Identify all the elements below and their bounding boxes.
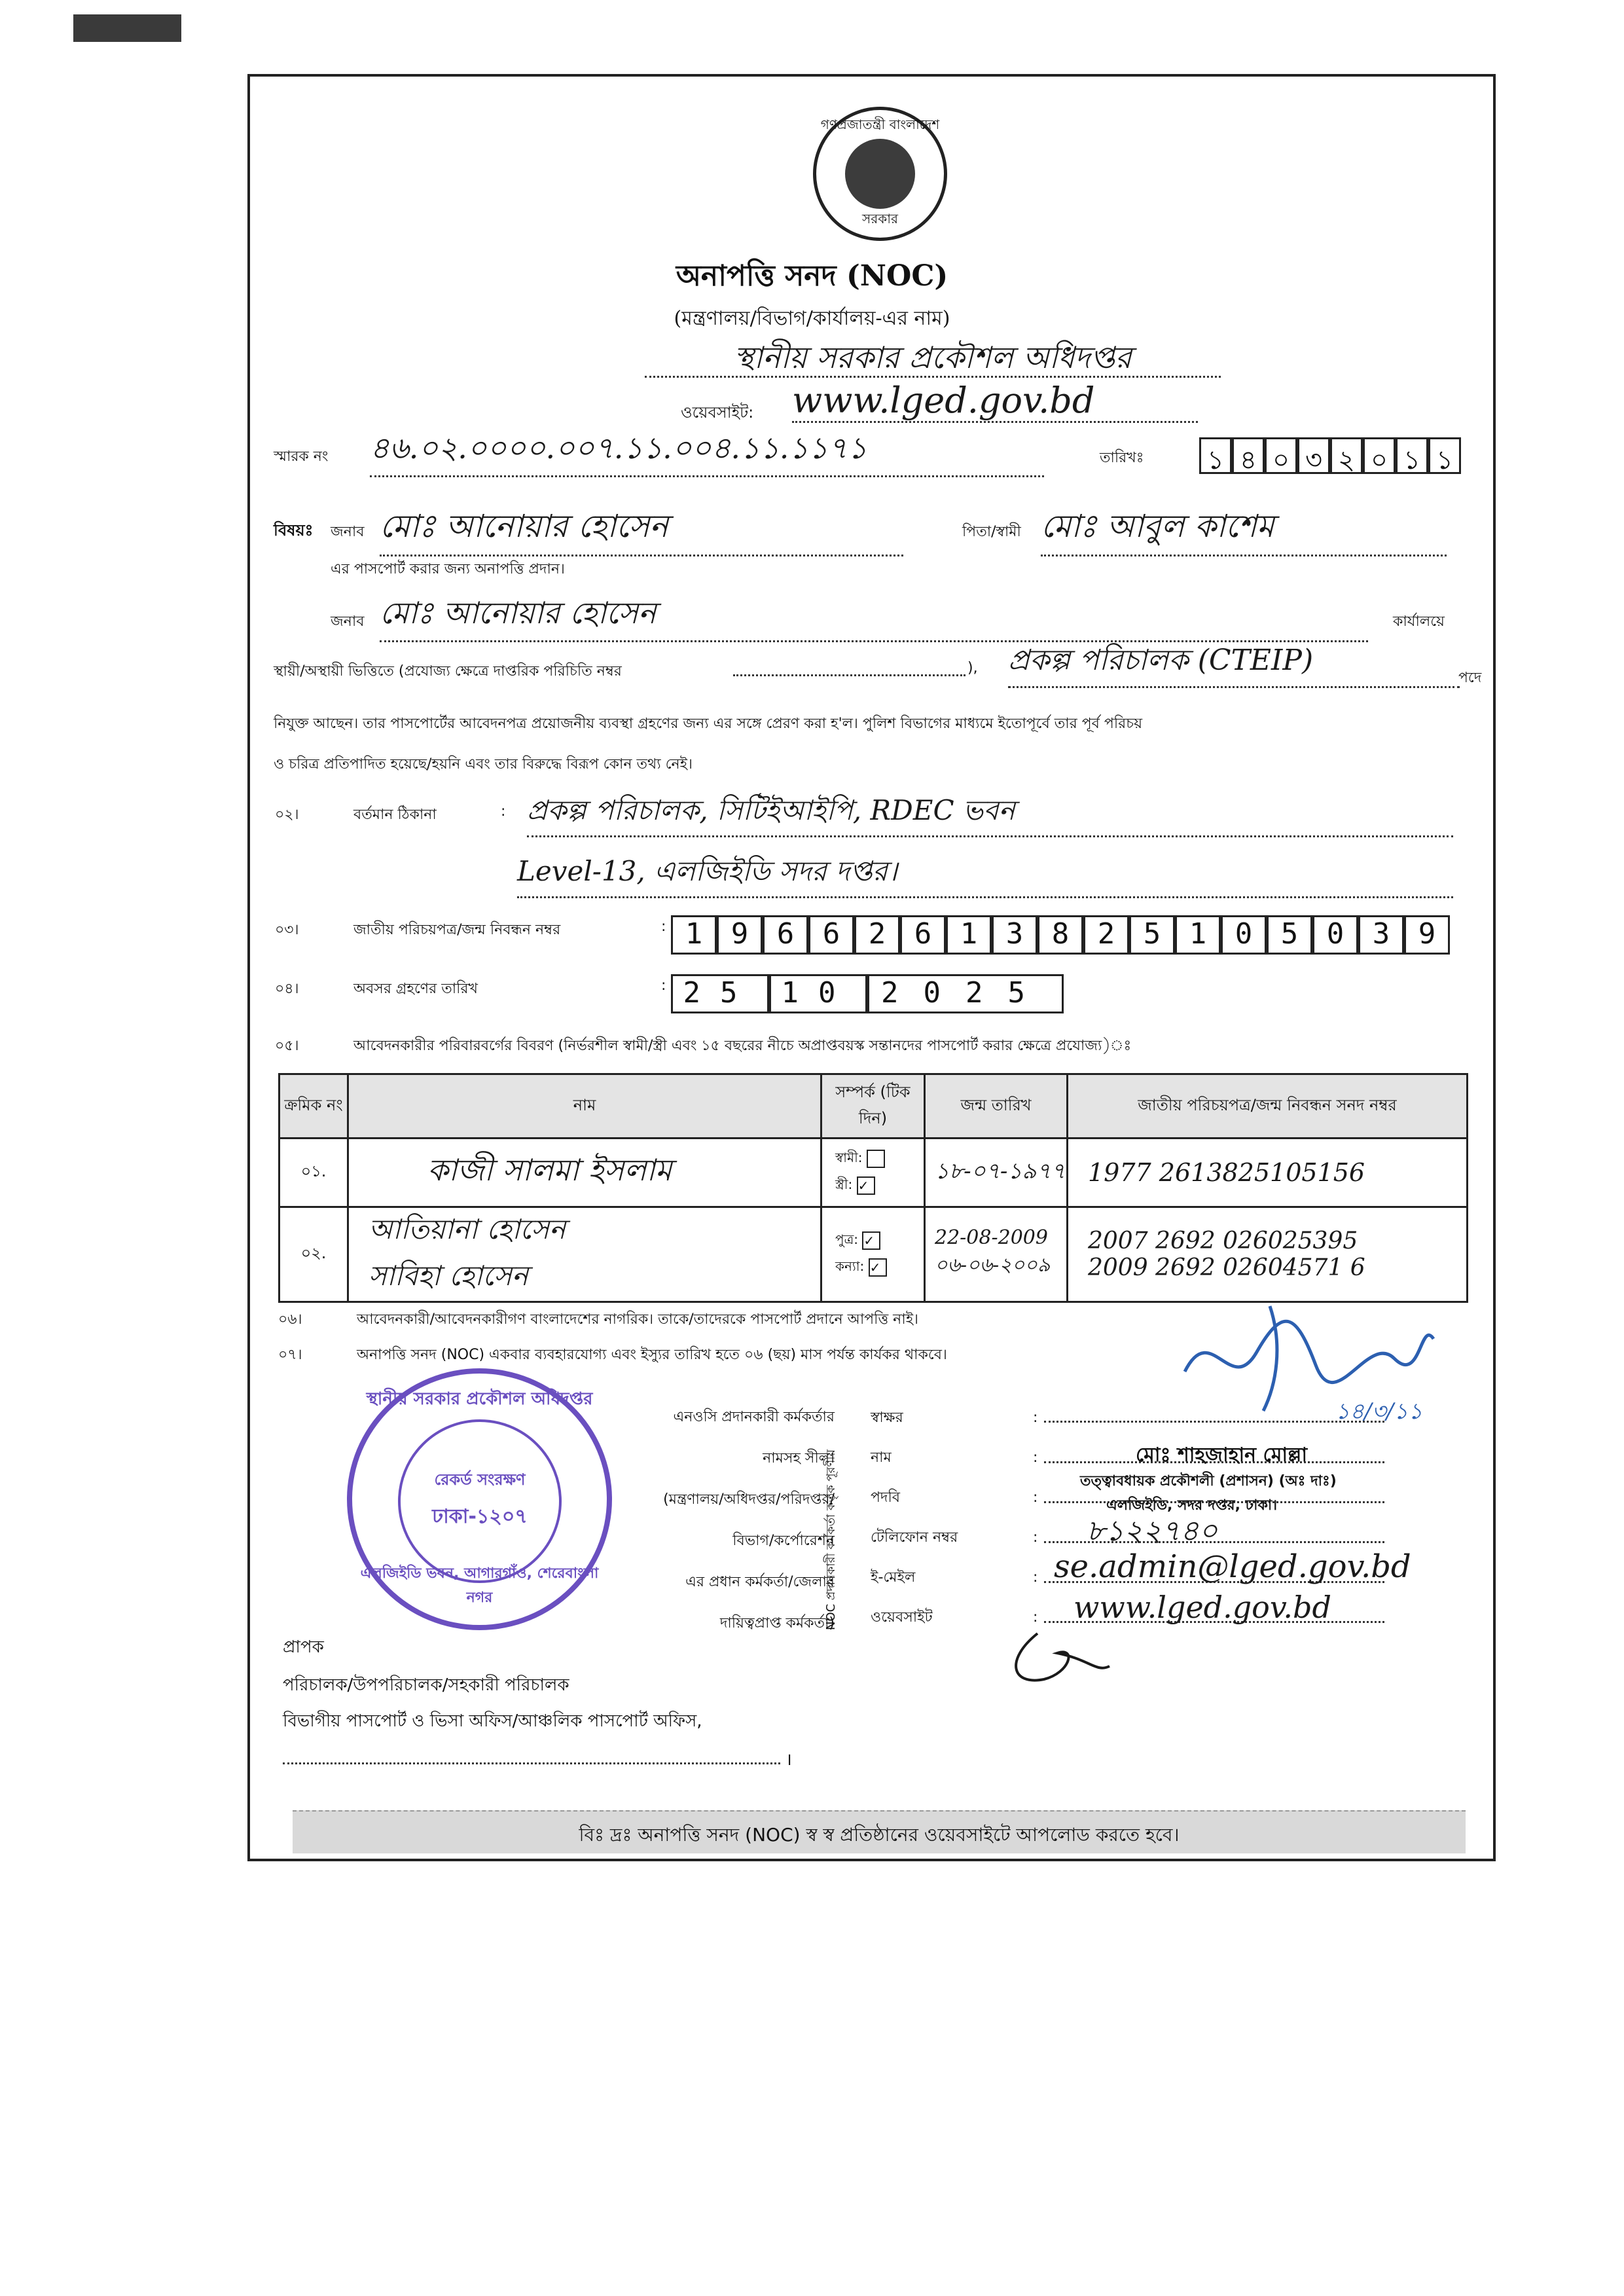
nid-digit-box: 6 (900, 915, 946, 955)
field-label-phone: টেলিফোন নম্বর (871, 1529, 958, 1546)
retire-day-box: 25 (671, 974, 769, 1013)
table-row (280, 1139, 1468, 1207)
row-nid (1068, 1207, 1468, 1302)
table-header-row (280, 1074, 1468, 1139)
nid-boxes (671, 915, 1450, 955)
form-title: অনাপত্তি সনদ (NOC) (676, 259, 948, 293)
relation-checkbox-checked: ✓ (857, 1176, 875, 1195)
col-dob: জন্ম তারিখ (925, 1074, 1068, 1139)
office-suffix: কার্যালয়ে (1393, 613, 1445, 630)
retire-year-box: 2025 (867, 974, 1064, 1013)
nid-digit-box: 8 (1038, 915, 1083, 955)
row-serial: ০১. (280, 1139, 348, 1207)
paragraph-line2: ও চরিত্র প্রতিপাদিত হয়েছে/হয়নি এবং তার বিরুদ্ধে বিরূপ কোন তথ্য নেই। (274, 756, 693, 773)
nid-digit-box: 3 (1358, 915, 1404, 955)
website-value: www.lged.gov.bd (792, 380, 1198, 423)
body-name: মোঃ আনোয়ার হোসেন (380, 591, 1368, 642)
nid-digit-box: 1 (671, 915, 717, 955)
stamp-inner-ring (398, 1419, 562, 1583)
stamp-officer-title: তত্ত্বাবধায়ক প্রকৌশলী (প্রশাসন) (অঃ দাঃ) (1080, 1473, 1337, 1489)
email-value: se.admin@lged.gov.bd (1054, 1548, 1411, 1585)
signature-date: ১৪/৩/১১ (1335, 1398, 1423, 1425)
col-relation: সম্পর্ক (টিক দিন) (821, 1074, 925, 1139)
colon: : (1033, 1569, 1038, 1586)
footer-note-bar (293, 1810, 1466, 1853)
relation-label: স্বামী: (835, 1150, 863, 1165)
nid-digit-box: 0 (1221, 915, 1267, 955)
stamp-bottom-text: এলজিইডি ভবন, আগারগাঁও, শেরেবাংলা নগর (360, 1565, 599, 1606)
item-05-number: ০৫। (275, 1038, 299, 1054)
body-mr-label: জনাব (331, 613, 365, 630)
item-02-label: বর্তমান ঠিকানা (353, 807, 437, 823)
signatory-colons (1033, 1398, 1038, 1637)
row-name: কাজী সালমা ইসলাম (348, 1139, 821, 1207)
recipient-line1: পরিচালক/উপপরিচালক/সহকারী পরিচালক (283, 1675, 569, 1695)
relation-checkbox (867, 1150, 885, 1168)
colon: : (1033, 1410, 1038, 1426)
nid-digit-box: 0 (1312, 915, 1358, 955)
clause-07-number: ০৭। (278, 1347, 302, 1363)
colon: : (1033, 1489, 1038, 1506)
initials-mark (998, 1620, 1116, 1692)
stamp-officer-office: এলজিইডি, সদর দপ্তর, ঢাকা। (1106, 1497, 1278, 1514)
website-label: ওয়েবসাইট: (681, 403, 754, 422)
child-nid-2: 2009 2692 02604571 6 (1088, 1254, 1365, 1281)
recipient-line2: বিভাগীয় পাসপোর্ট ও ভিসা অফিস/আঞ্চলিক পাসপোর্ট অফিস, (283, 1711, 702, 1731)
date-box: ০ (1265, 437, 1297, 474)
form-subtitle: (মন্ত্রণালয়/বিভাগ/কার্যালয়-এর নাম) (674, 307, 950, 330)
nid-digit-box: 6 (808, 915, 854, 955)
field-label-email: ই-মেইল (871, 1569, 916, 1586)
signatory-line: এনওসি প্রদানকারী কর্মকর্তার (673, 1409, 835, 1425)
child-nid-1: 2007 2692 026025395 (1088, 1228, 1358, 1254)
nid-digit-box: 6 (763, 915, 808, 955)
child-dob-2: ০৬-০৬-২০০৯ (935, 1254, 1051, 1277)
basis-text: স্থায়ী/অস্থায়ী ভিত্তিতে (প্রযোজ্য ক্ষেত্রে দাপ্তরিক পরিচিতি নম্বর (274, 663, 622, 680)
row-nid: 1977 2613825105156 (1068, 1139, 1468, 1207)
signatory-line: (মন্ত্রণালয়/অধিদপ্তর/পরিদপ্তর/ (663, 1491, 835, 1508)
recipient-line3-end: । (785, 1750, 792, 1770)
relation-label: স্ত্রী: (835, 1176, 853, 1192)
field-label-signature: স্বাক্ষর (871, 1410, 903, 1426)
paragraph-line1: নিযুক্ত আছেন। তার পাসপোর্টের আবেদনপত্র প্রয়োজনীয় ব্যবস্থা গ্রহণের জন্য এর সঙ্গে প্রেরণ করা হ'ল। পুলিশ বিভাগের মাধ্যমে ইতোপূর্বে তার পূর্ব পরিচয় (274, 716, 1143, 732)
clause-06-text: আবেদনকারী/আবেদনকারীগণ বাংলাদেশের নাগরিক। তাকে/তাদেরকে পাসপোর্ট প্রদানে আপত্তি নাই। (357, 1311, 919, 1328)
signatory-description (560, 1396, 835, 1644)
date-box: ১ (1428, 437, 1461, 474)
clause-07-text: অনাপত্তি সনদ (NOC) একবার ব্যবহারযোগ্য এবং ইস্যুর তারিখ হতে ০৬ (ছয়) মাস পর্যন্ত কার্যকর থাকবে। (357, 1347, 947, 1363)
office-name: স্থানীয় সরকার প্রকৌশল অধিদপ্তর (645, 335, 1221, 378)
child-name-1: আতিয়ানা হোসেন (369, 1213, 566, 1245)
col-nid: জাতীয় পরিচয়পত্র/জন্ম নিবন্ধন সনদ নম্বর (1068, 1074, 1468, 1139)
post-value: প্রকল্প পরিচালক (CTEIP) (1008, 638, 1460, 688)
address-line1: প্রকল্প পরিচালক, সিটিইআইপি, RDEC ভবন (527, 789, 1453, 837)
nid-digit-box: 5 (1129, 915, 1175, 955)
date-box: ৩ (1297, 437, 1330, 474)
government-seal (813, 107, 947, 241)
father-name: মোঃ আবুল কাশেম (1041, 503, 1447, 556)
retire-month-box: 10 (769, 974, 867, 1013)
date-box: ১ (1396, 437, 1428, 474)
table-row (280, 1207, 1468, 1302)
clause-06-number: ০৬। (278, 1311, 302, 1328)
signatory-line: এর প্রধান কর্মকর্তা/জেলার (685, 1574, 835, 1590)
stamp-top-text: স্থানীয় সরকার প্রকৌশল অধিদপ্তর (366, 1389, 593, 1409)
col-name: নাম (348, 1074, 821, 1139)
nid-digit-box: 3 (992, 915, 1038, 955)
scan-marker (73, 14, 181, 42)
colon: : (1033, 1529, 1038, 1546)
subject-name: মোঃ আনোয়ার হোসেন (380, 503, 903, 556)
field-label-website: ওয়েবসাইট (871, 1609, 933, 1626)
subject-line2: এর পাসপোর্ট করার জন্য অনাপত্তি প্রদান। (331, 561, 565, 577)
date-label: তারিখঃ (1100, 450, 1144, 466)
field-label-designation: পদবি (871, 1489, 901, 1506)
recipient-office-line (283, 1749, 780, 1764)
father-label: পিতা/স্বামী (962, 524, 1021, 540)
item-04-label: অবসর গ্রহণের তারিখ (353, 981, 478, 997)
memo-date-boxes (1199, 437, 1461, 474)
basis-close: ), (967, 660, 978, 676)
row-relation (821, 1139, 925, 1207)
website-handwritten-value: www.lged.gov.bd (1074, 1590, 1331, 1625)
item-02-colon: : (501, 803, 506, 820)
nid-digit-box: 5 (1267, 915, 1312, 955)
row-relation (821, 1207, 925, 1302)
row-names (348, 1207, 821, 1302)
memo-label: স্মারক নং (274, 448, 329, 465)
date-box: ০ (1363, 437, 1396, 474)
stamp-officer-name: মোঃ শাহজাহান মোল্লা (1136, 1444, 1308, 1467)
nid-digit-box: 2 (854, 915, 900, 955)
nid-digit-box: 9 (1404, 915, 1450, 955)
stamp-middle-1: রেকর্ড সংরক্ষণ (434, 1470, 526, 1489)
nid-digit-box: 1 (1175, 915, 1221, 955)
signatory-field-labels (871, 1398, 958, 1637)
row-dob: ১৮-০৭-১৯৭৭ (925, 1139, 1068, 1207)
item-03-number: ০৩। (275, 922, 299, 938)
official-id-line (733, 655, 965, 676)
nid-digit-box: 1 (946, 915, 992, 955)
row-serial: ০২. (280, 1207, 348, 1302)
item-02-number: ০২। (275, 807, 299, 823)
item-03-label: জাতীয় পরিচয়পত্র/জন্ম নিবন্ধন নম্বর (353, 922, 561, 938)
signatory-line: নামসহ সীল। (763, 1450, 835, 1467)
relation-label: কন্যা: (835, 1258, 865, 1274)
nid-digit-box: 2 (1083, 915, 1129, 955)
colon: : (1033, 1449, 1038, 1466)
phone-value: ৮১২২৭৪০ (1087, 1514, 1218, 1548)
child-name-2: সাবিহা হোসেন (369, 1260, 528, 1292)
nid-digit-box: 9 (717, 915, 763, 955)
colon: : (1033, 1609, 1038, 1626)
seal-text-bottom: সরকার (861, 211, 898, 227)
relation-checkbox-checked: ✓ (869, 1258, 887, 1277)
item-05-label: আবেদনকারীর পরিবারবর্গের বিবরণ (নির্ভরশীল স্বামী/স্ত্রী এবং ১৫ বছরের নীচে অপ্রাপ্তবয়স্ক সন্তানদের পাসপোর্ট করার ক্ষেত্রে প্রযোজ্য)ঃ (353, 1038, 1132, 1054)
retirement-date-boxes (671, 974, 1064, 1013)
item-04-colon: : (661, 977, 666, 994)
memo-number: ৪৬.০২.০০০০.০০৭.১১.০০৪.১১.১১৭১ (370, 426, 1044, 477)
signatory-line: বিভাগ/কর্পোরেশন (732, 1533, 835, 1549)
date-box: ২ (1330, 437, 1363, 474)
vertical-label: NOC প্রদানকারী কর্মকর্তা কর্তৃক পূরণীয় (824, 1449, 838, 1630)
subject-label: বিষয়ঃ (274, 521, 314, 539)
stamp-middle-2: ঢাকা-১২০৭ (432, 1505, 528, 1528)
seal-text-top: গণপ্রজাতন্ত্রী বাংলাদেশ (820, 117, 940, 132)
post-suffix: পদে (1458, 670, 1482, 686)
signatory-line: দায়িত্বপ্রাপ্ত কর্মকর্তা) (719, 1615, 835, 1631)
footer-note: বিঃ দ্রঃ অনাপত্তি সনদ (NOC) স্ব স্ব প্রতিষ্ঠানের ওয়েবসাইটে আপলোড করতে হবে। (579, 1824, 1180, 1846)
emblem-icon (845, 139, 915, 209)
item-03-colon: : (661, 919, 666, 935)
field-label-name: নাম (871, 1449, 892, 1466)
recipient-label: প্রাপক (283, 1637, 324, 1657)
row-dob (925, 1207, 1068, 1302)
col-serial: ক্রমিক নং (280, 1074, 348, 1139)
address-line2: Level-13, এলজিইডি সদর দপ্তর। (517, 850, 1453, 898)
date-box: ১ (1199, 437, 1232, 474)
subject-mr-label: জনাব (331, 524, 365, 540)
family-table (278, 1073, 1468, 1303)
relation-label: পুত্র: (835, 1231, 859, 1247)
item-04-number: ০৪। (275, 981, 299, 997)
relation-checkbox-checked: ✓ (862, 1231, 880, 1250)
child-dob-1: 22-08-2009 (935, 1226, 1048, 1249)
date-box: ৪ (1232, 437, 1265, 474)
